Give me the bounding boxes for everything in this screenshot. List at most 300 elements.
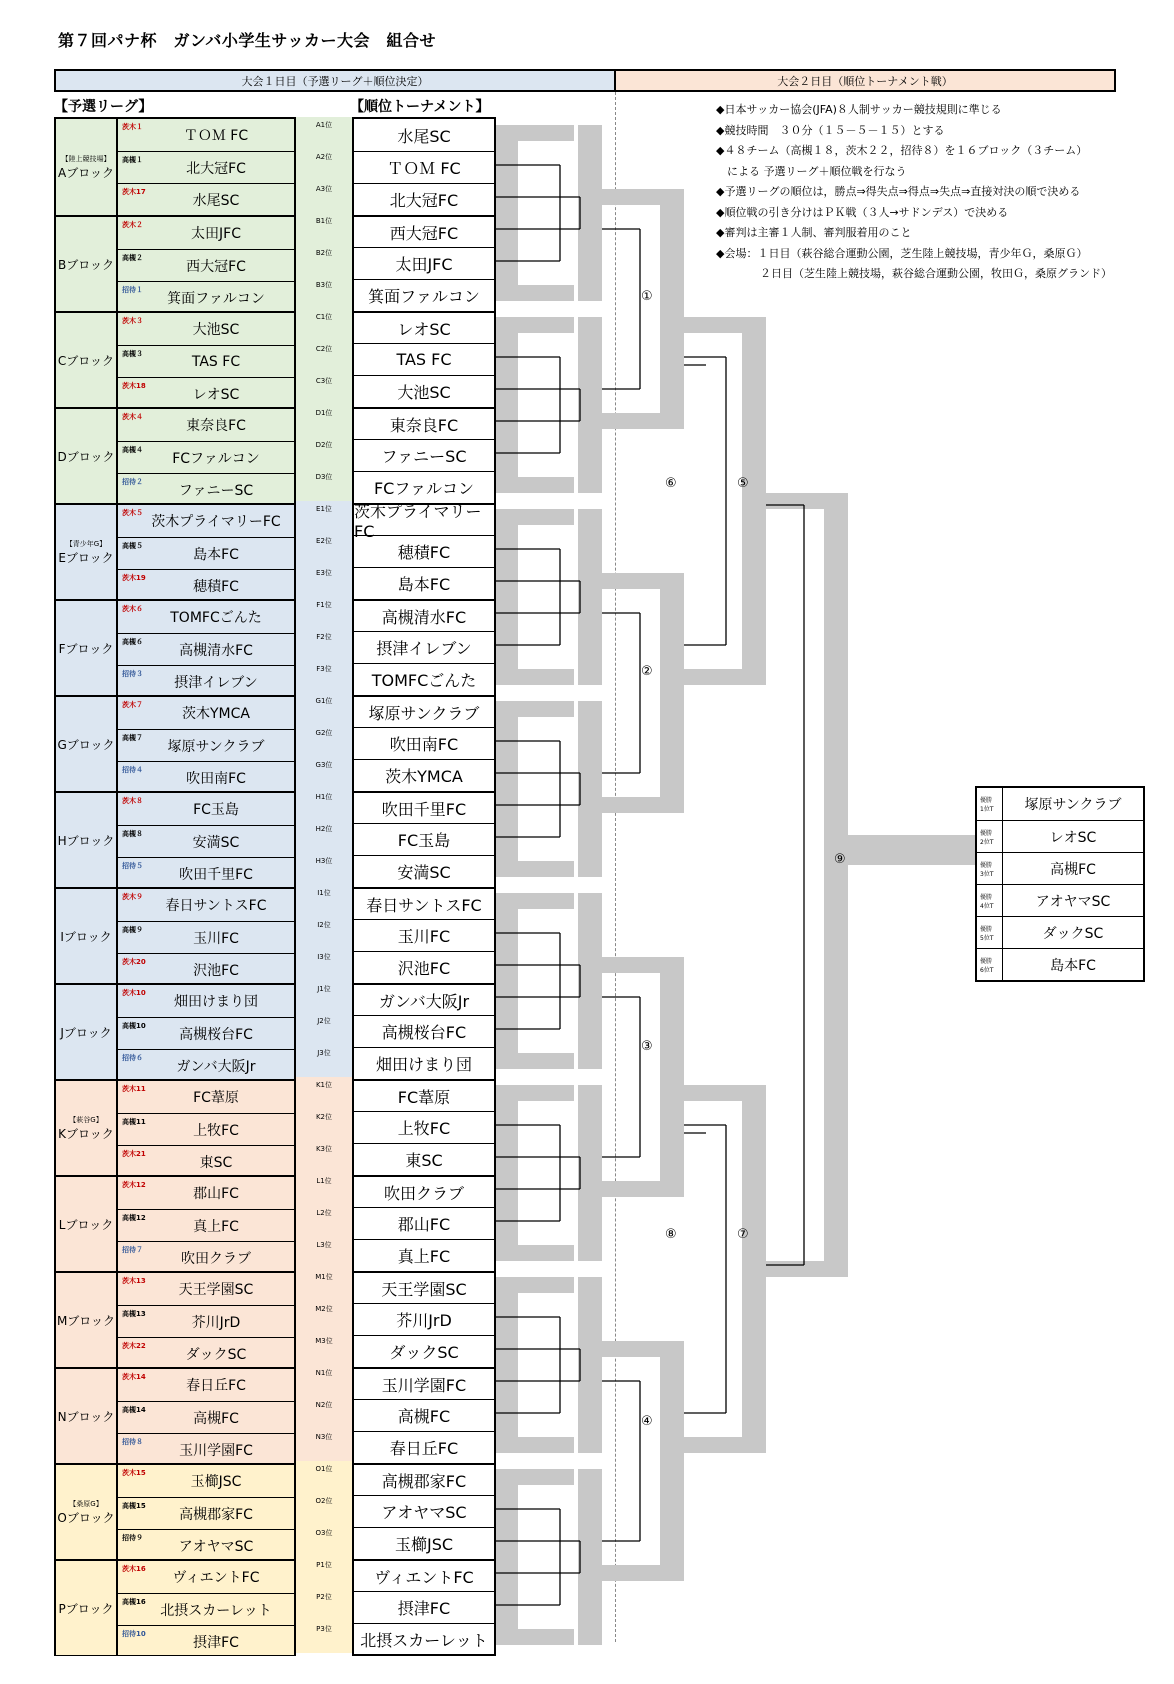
team-name: ファニーSC	[178, 482, 254, 499]
bracket-band	[518, 317, 574, 333]
bracket-band	[518, 1277, 574, 1293]
team-seed: 茨木３	[122, 317, 143, 325]
result-label	[977, 788, 1003, 820]
team-seed: 高槻１	[122, 156, 143, 164]
team-name: FC葦原	[193, 1090, 239, 1106]
rank-label: F2位	[316, 633, 332, 641]
team-row	[118, 1369, 294, 1401]
team-row	[118, 1625, 294, 1657]
bracket-band	[518, 509, 574, 525]
team-name: 摂津イレブン	[174, 674, 258, 691]
result-label-top: 優勝	[980, 893, 993, 901]
team-name: 箕面ファルコン	[167, 290, 265, 307]
result-row	[977, 852, 1143, 884]
block-name	[56, 889, 118, 983]
team-row	[118, 119, 294, 151]
block-name	[56, 985, 118, 1079]
bracket-band	[518, 1245, 574, 1261]
rank-team: FC玉島	[354, 823, 494, 855]
result-row	[977, 788, 1143, 820]
rank-team: 西大冠FC	[354, 215, 494, 247]
team-row	[118, 441, 294, 473]
bracket-band	[742, 317, 766, 685]
match-number-2: ②	[641, 664, 653, 679]
bracket-band	[578, 701, 602, 877]
bracket-band	[496, 125, 518, 301]
result-label-top: 優勝	[980, 957, 993, 965]
team-row	[118, 697, 294, 729]
rank-label: B3位	[315, 281, 333, 289]
team-seed: 茨木11	[122, 1085, 146, 1093]
team-seed: 高槻２	[122, 254, 143, 262]
team-seed: 高槻７	[122, 734, 143, 742]
team-row	[118, 1081, 294, 1113]
block-label: Oブロック	[57, 1510, 115, 1525]
team-seed: 高槻15	[122, 1502, 146, 1510]
rank-team: FCファルコン	[354, 471, 494, 503]
result-label-bottom: 1位T	[980, 806, 994, 813]
team-name: FCファルコン	[172, 450, 260, 467]
bracket-band	[684, 1085, 742, 1101]
team-row	[118, 1465, 294, 1497]
team-row	[118, 1209, 294, 1241]
team-seed: 茨木１	[122, 123, 143, 131]
team-row	[118, 249, 294, 281]
rank-block-bg	[296, 1557, 352, 1653]
bracket-band	[848, 835, 975, 865]
rank-label: L3位	[316, 1241, 332, 1249]
note-line: による 予選リーグ＋順位戦を行なう	[716, 164, 907, 178]
team-name: 西大冠FC	[186, 258, 246, 275]
rank-team: ガンバ大阪Jr	[354, 983, 494, 1015]
block-name	[56, 601, 118, 695]
rank-team: 太田JFC	[354, 247, 494, 279]
bracket-band	[578, 509, 602, 685]
result-label-bottom: 6位T	[980, 966, 994, 974]
league-block	[56, 1079, 294, 1175]
rank-team: FC葦原	[354, 1079, 494, 1111]
team-row	[118, 1561, 294, 1593]
team-name: 沢池FC	[193, 962, 239, 979]
rank-block-bg	[296, 1077, 352, 1173]
rank-team: 吹田南FC	[354, 727, 494, 759]
rank-label: J1位	[317, 985, 331, 993]
block-venue: 【萩谷G】	[69, 1115, 103, 1124]
team-name: アオヤマSC	[178, 1538, 254, 1555]
result-label-top: 優勝	[980, 797, 993, 804]
rank-team: 沢池FC	[354, 951, 494, 983]
rank-label: O1位	[315, 1465, 333, 1473]
result-team: ダックSC	[1042, 925, 1104, 942]
team-row	[118, 183, 294, 215]
rank-team: 北摂スカーレット	[354, 1623, 494, 1655]
result-label	[977, 853, 1003, 884]
team-name: 上牧FC	[193, 1122, 239, 1139]
team-name: 玉川学園FC	[179, 1442, 253, 1459]
bracket-band	[518, 285, 574, 301]
team-seed: 招待６	[122, 1054, 143, 1062]
league-block	[56, 599, 294, 695]
result-team: 高槻FC	[1050, 861, 1096, 878]
bracket-band	[766, 1261, 824, 1277]
team-row	[118, 313, 294, 345]
bracket-band	[496, 1085, 518, 1261]
rank-block-bg	[296, 501, 352, 597]
league-block	[56, 503, 294, 599]
rank-label: E3位	[316, 569, 332, 577]
result-team: レオSC	[1049, 829, 1097, 846]
league-grid	[54, 117, 296, 1656]
block-label: Eブロック	[58, 550, 114, 565]
team-name: 芥川JrD	[191, 1314, 241, 1331]
bracket-band	[518, 861, 574, 877]
rank-block-bg	[296, 693, 352, 789]
day2-header: 大会２日目（順位トーナメント戦）	[614, 69, 1116, 92]
rank-block-bg	[296, 1269, 352, 1365]
result-row	[977, 948, 1143, 980]
rank-team: 茨木YMCA	[354, 759, 494, 791]
team-seed: 茨木14	[122, 1373, 146, 1381]
bracket-band	[496, 509, 518, 685]
result-label-bottom: 4位T	[980, 902, 994, 910]
team-row	[118, 345, 294, 377]
result-team: 塚原サンクラブ	[1024, 797, 1122, 813]
rank-team: TAS FC	[354, 343, 494, 375]
rank-team: 玉櫛JSC	[354, 1527, 494, 1559]
rank-team: 真上FC	[354, 1239, 494, 1271]
bracket-band	[602, 1341, 660, 1357]
bracket-band	[824, 493, 848, 1277]
rank-team: 吹田クラブ	[354, 1175, 494, 1207]
team-row	[118, 729, 294, 761]
result-label	[977, 885, 1003, 916]
team-seed: 茨木15	[122, 1469, 146, 1477]
bracket-band	[660, 957, 684, 1197]
team-row	[118, 151, 294, 183]
rank-team: 北大冠FC	[354, 183, 494, 215]
rank-label: E2位	[316, 537, 332, 545]
team-seed: 高槻５	[122, 542, 143, 550]
rank-block-bg	[296, 213, 352, 309]
team-row	[118, 1305, 294, 1337]
rank-team: 水尾SC	[397, 126, 451, 146]
league-block	[56, 983, 294, 1079]
bracket-band	[518, 701, 574, 717]
league-block	[56, 695, 294, 791]
block-label: Lブロック	[58, 1217, 114, 1232]
team-row	[118, 1273, 294, 1305]
team-seed: 招待８	[122, 1438, 143, 1446]
rank-label: C2位	[315, 345, 333, 353]
rank-label: O2位	[315, 1497, 333, 1505]
block-label: Hブロック	[57, 833, 115, 848]
block-label: Iブロック	[60, 929, 112, 944]
bracket-band	[578, 1277, 602, 1453]
bracket-band	[518, 893, 574, 909]
rank-team: 玉川FC	[354, 919, 494, 951]
bracket-band	[578, 1469, 602, 1645]
team-row	[118, 1177, 294, 1209]
block-label: Gブロック	[57, 737, 115, 752]
team-seed: 招待９	[122, 1534, 143, 1542]
team-row	[118, 633, 294, 665]
bracket-band	[578, 1085, 602, 1261]
rank-team: 大池SC	[354, 375, 494, 407]
rank-team: 春日丘FC	[354, 1431, 494, 1463]
rank-label: D1位	[315, 409, 333, 417]
note-line: ◆会場：１日目（萩谷総合運動公園，芝生陸上競技場，青少年Ｇ，桑原Ｇ）	[716, 246, 1088, 260]
team-seed: 茨木22	[122, 1342, 146, 1350]
rank-block-bg	[296, 309, 352, 405]
rank-team: 塚原サンクラブ	[354, 695, 494, 727]
rank-team: 箕面ファルコン	[354, 279, 494, 311]
team-name: 春日丘FC	[186, 1378, 246, 1394]
block-label: Pブロック	[58, 1601, 114, 1616]
block-name	[56, 217, 118, 311]
team-row	[118, 953, 294, 985]
team-name: ＴＯＭ FC	[183, 128, 249, 144]
team-name: ヴィエントFC	[172, 1570, 260, 1586]
team-seed: 茨木９	[122, 893, 143, 901]
team-name: 水尾SC	[192, 192, 240, 209]
team-seed: 茨木20	[122, 958, 146, 966]
rank-label: H1位	[315, 793, 333, 801]
team-seed: 高槻14	[122, 1406, 146, 1414]
rank-label: G1位	[315, 697, 333, 705]
team-row	[118, 1337, 294, 1369]
rank-team: 東奈良FC	[354, 407, 494, 439]
team-row	[118, 281, 294, 313]
team-seed: 高槻12	[122, 1214, 146, 1222]
block-label: Cブロック	[57, 353, 115, 368]
team-name: 島本FC	[193, 546, 239, 563]
league-block	[56, 1463, 294, 1559]
team-row	[118, 601, 294, 633]
bracket-band	[684, 317, 742, 333]
result-label	[977, 917, 1003, 948]
league-block	[56, 119, 294, 215]
team-seed: 高槻11	[122, 1118, 146, 1126]
team-seed: 招待１	[122, 286, 143, 294]
match-number-9: ⑨	[834, 852, 846, 867]
team-row	[118, 537, 294, 569]
rank-block-bg	[296, 597, 352, 693]
team-seed: 茨木12	[122, 1181, 146, 1189]
team-row	[118, 761, 294, 793]
team-row	[118, 1049, 294, 1081]
team-seed: 茨木16	[122, 1565, 146, 1573]
rank-team: 玉川学園FC	[354, 1367, 494, 1399]
rank-block-bg	[296, 1173, 352, 1269]
bracket-band	[602, 957, 660, 973]
block-label: Jブロック	[60, 1025, 112, 1040]
rank-team: 高槻桜台FC	[354, 1015, 494, 1047]
result-row	[977, 916, 1143, 948]
rank-label: J3位	[317, 1049, 331, 1057]
rank-label: I1位	[317, 889, 331, 897]
rank-label: A3位	[315, 185, 333, 193]
note-line: ２日目（芝生陸上競技場，萩谷総合運動公園，牧田Ｇ，桑原グランド）	[716, 267, 1112, 280]
team-seed: 茨木13	[122, 1277, 146, 1285]
team-name: 摂津FC	[193, 1634, 239, 1651]
rank-label: H2位	[315, 825, 333, 833]
result-row	[977, 884, 1143, 916]
team-seed: 招待２	[122, 478, 143, 486]
bracket-band	[660, 189, 684, 429]
team-name: FC玉島	[193, 802, 239, 818]
result-row	[977, 820, 1143, 852]
rank-team: TOMFCごんた	[354, 663, 494, 695]
rank-team: 畑田けまり団	[354, 1047, 494, 1079]
team-name: 大池SC	[192, 322, 240, 338]
rank-team: 芥川JrD	[354, 1303, 494, 1335]
team-seed: 招待４	[122, 766, 143, 774]
team-row	[118, 409, 294, 441]
result-label	[977, 821, 1003, 852]
bracket-band	[518, 669, 574, 685]
rank-block-bg	[296, 789, 352, 885]
team-row	[118, 1017, 294, 1049]
rank-label: F3位	[316, 665, 332, 673]
block-name	[56, 505, 118, 599]
team-name: 塚原サンクラブ	[167, 738, 265, 755]
bracket-band	[660, 573, 684, 813]
rank-team: 安満SC	[354, 855, 494, 887]
bracket-band	[578, 125, 602, 301]
team-row	[118, 793, 294, 825]
rank-label: C3位	[315, 377, 333, 385]
team-name: 郡山FC	[193, 1186, 239, 1202]
bracket-band	[518, 1469, 574, 1485]
bracket-band	[518, 1053, 574, 1069]
team-seed: 高槻４	[122, 446, 143, 454]
bracket-band	[766, 493, 824, 509]
rank-label: J2位	[317, 1017, 331, 1025]
match-number-6: ⑥	[665, 476, 677, 491]
block-venue: 【陸上競技場】	[61, 154, 111, 163]
team-row	[118, 857, 294, 889]
bracket-band	[518, 1629, 574, 1645]
result-team: 島本FC	[1050, 957, 1096, 974]
team-name: 吹田南FC	[186, 770, 246, 787]
bracket-band	[578, 317, 602, 493]
block-label: Mブロック	[56, 1313, 116, 1328]
rank-label: P2位	[316, 1593, 332, 1601]
rank-label: N3位	[315, 1433, 333, 1441]
bracket-band	[602, 1565, 660, 1581]
rank-team: 穂積FC	[354, 535, 494, 567]
rank-block-bg	[296, 1461, 352, 1557]
rank-label: H3位	[315, 857, 333, 865]
team-seed: 招待３	[122, 670, 143, 678]
rank-team: 春日サントスFC	[354, 887, 494, 919]
block-venue: 【桑原G】	[69, 1499, 103, 1508]
block-label: Nブロック	[57, 1409, 115, 1424]
block-label: Kブロック	[58, 1126, 114, 1141]
bracket-band	[684, 1437, 742, 1453]
note-line: ◆競技時間 ３０分（１５－５－１５）とする	[716, 123, 945, 137]
team-seed: 茨木２	[122, 221, 143, 229]
bracket-band	[602, 1181, 660, 1197]
bracket-band	[684, 669, 742, 685]
rank-team: 上牧FC	[354, 1111, 494, 1143]
team-seed: 高槻８	[122, 830, 143, 838]
rank-team: 茨木プライマリーFC	[354, 503, 494, 535]
rank-label: M2位	[315, 1305, 333, 1313]
bracket-band	[496, 1469, 518, 1645]
league-heading: 【予選リーグ】	[54, 99, 153, 115]
rules-notes	[716, 100, 1112, 285]
bracket-band	[496, 1277, 518, 1453]
team-name: 天王学園SC	[178, 1282, 254, 1298]
rank-team: 摂津FC	[354, 1591, 494, 1623]
rank-column	[296, 117, 352, 1656]
bracket-band	[602, 413, 660, 429]
match-number-4: ④	[641, 1414, 653, 1429]
team-row	[118, 985, 294, 1017]
match-number-7: ⑦	[737, 1227, 749, 1242]
result-label-top: 優勝	[980, 829, 993, 837]
team-name: 茨木プライマリーFC	[151, 514, 281, 530]
rank-label: D3位	[315, 473, 333, 481]
team-row	[118, 1433, 294, 1465]
team-name: 吹田千里FC	[179, 866, 253, 883]
team-row	[118, 217, 294, 249]
block-name	[56, 793, 118, 887]
bracket-band	[518, 477, 574, 493]
team-name: 穂積FC	[193, 578, 239, 595]
team-name: 真上FC	[193, 1218, 239, 1235]
team-row	[118, 505, 294, 537]
rank-label: L1位	[316, 1177, 332, 1185]
team-row	[118, 1113, 294, 1145]
result-label-bottom: 2位T	[980, 838, 994, 846]
rank-label: M3位	[315, 1337, 333, 1345]
team-name: 太田JFC	[191, 226, 241, 242]
bracket-band	[578, 893, 602, 1069]
team-row	[118, 1241, 294, 1273]
rank-team: 島本FC	[354, 567, 494, 599]
bracket-band	[518, 125, 574, 141]
team-row	[118, 665, 294, 697]
rank-team: 摂津イレブン	[354, 631, 494, 663]
block-name	[56, 119, 118, 215]
rank-label: G3位	[315, 761, 333, 769]
match-number-5: ⑤	[737, 476, 749, 491]
rank-team: 高槻FC	[354, 1399, 494, 1431]
league-block	[56, 1271, 294, 1367]
rank-label: N1位	[315, 1369, 333, 1377]
rank-label: P3位	[316, 1625, 332, 1633]
rank-team: ファニーSC	[354, 439, 494, 471]
bracket-band	[602, 189, 660, 205]
rank-label: A1位	[315, 121, 333, 129]
block-name	[56, 697, 118, 791]
rank-team: 郡山FC	[354, 1207, 494, 1239]
rank-label: C1位	[315, 313, 333, 321]
rank-label: B2位	[315, 249, 333, 257]
note-line: ◆日本サッカー協会(JFA)８人制サッカー競技規則に準じる	[716, 103, 1002, 116]
team-seed: 高槻９	[122, 926, 143, 934]
team-name: 春日サントスFC	[165, 898, 267, 914]
team-row	[118, 1529, 294, 1561]
team-row	[118, 377, 294, 409]
team-row	[118, 1145, 294, 1177]
rank-team: ダックSC	[354, 1335, 494, 1367]
team-row	[118, 1401, 294, 1433]
team-seed: 高槻13	[122, 1310, 146, 1318]
team-seed: 茨木10	[122, 989, 146, 997]
